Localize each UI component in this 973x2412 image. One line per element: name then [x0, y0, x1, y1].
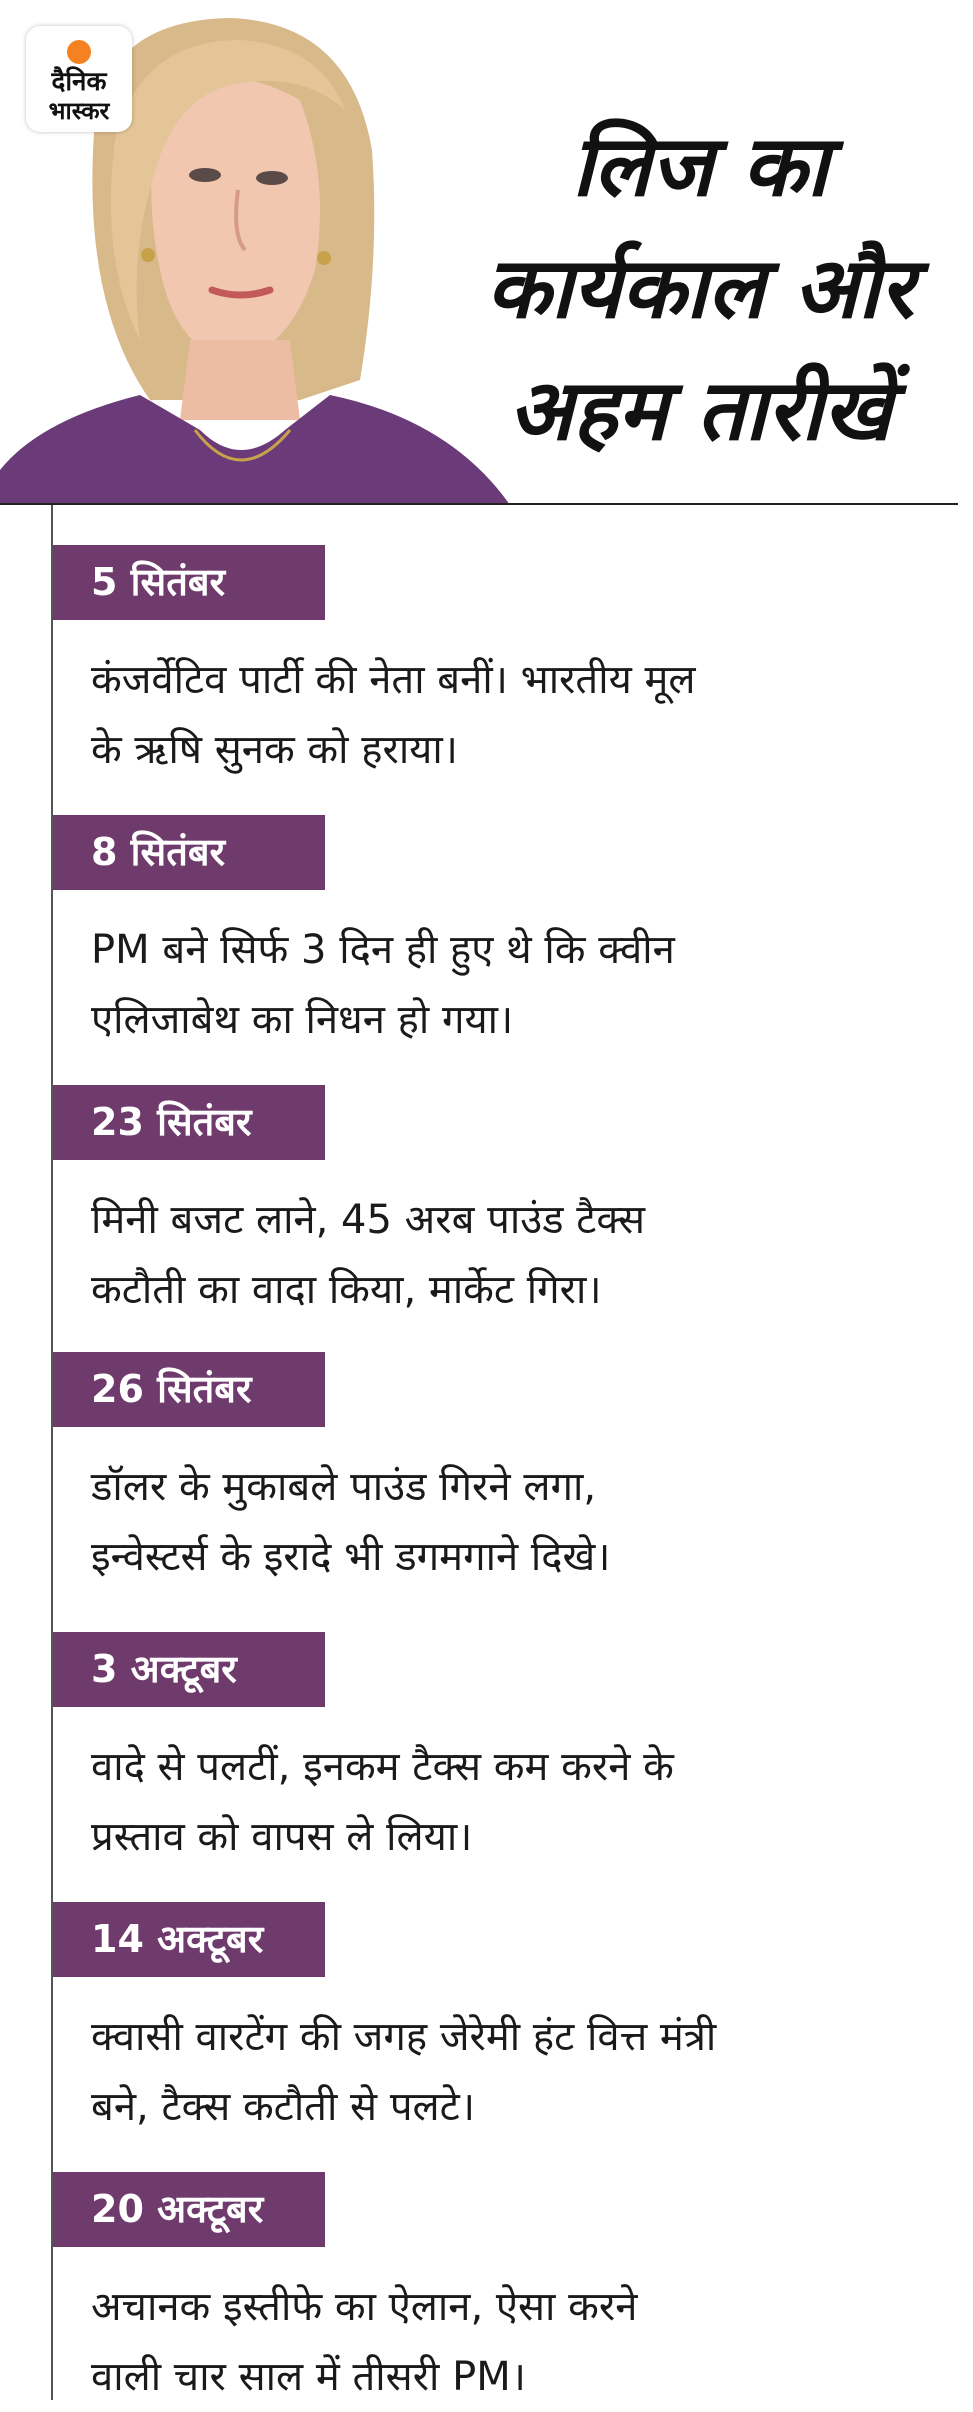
entry-date: 14 अक्टूबर [53, 1902, 325, 1977]
page-title [430, 105, 970, 471]
entry-date: 23 सितंबर [53, 1085, 325, 1160]
entry-line: वाली चार साल में तीसरी PM। [91, 2354, 526, 2400]
header-divider [0, 503, 958, 505]
header [0, 0, 973, 505]
entry-description [91, 915, 941, 1055]
entry-line: PM बने सिर्फ 3 दिन ही हुए थे कि क्वीन [91, 927, 675, 973]
entry-date: 3 अक्टूबर [53, 1632, 325, 1707]
dainik-bhaskar-logo [26, 26, 132, 132]
logo-text-line1: दैनिक [51, 67, 107, 97]
logo-text-line2: भास्कर [48, 97, 110, 125]
entry-description [91, 1732, 941, 1872]
entry-description [91, 2272, 941, 2412]
logo-sun-icon [67, 40, 91, 64]
entry-description [91, 1452, 941, 1592]
entry-line: बने, टैक्स कटौती से पलटे। [91, 2084, 475, 2130]
entry-line: के ऋषि सुनक को हराया। [91, 727, 458, 773]
entry-line: इन्वेस्टर्स के इरादे भी डगमगाने दिखे। [91, 1534, 611, 1580]
entry-date: 8 सितंबर [53, 815, 325, 890]
entry-date: 26 सितंबर [53, 1352, 325, 1427]
entry-description [91, 2002, 941, 2142]
entry-description [91, 645, 941, 785]
entry-date: 20 अक्टूबर [53, 2172, 325, 2247]
entry-line: क्वासी वारटेंग की जगह जेरेमी हंट वित्त मंत्री [91, 2014, 717, 2060]
entry-line: वादे से पलटीं, इनकम टैक्स कम करने के [91, 1744, 674, 1790]
title-line-3: अहम तारीखें [508, 361, 892, 459]
entry-line: कंजर्वेटिव पार्टी की नेता बनीं। भारतीय मूल [91, 657, 696, 703]
entry-date: 5 सितंबर [53, 545, 325, 620]
timeline-line [51, 505, 53, 2400]
entry-line: अचानक इस्तीफे का ऐलान, ऐसा करने [91, 2284, 638, 2330]
title-line-2: कार्यकाल और [486, 239, 914, 337]
title-line-1: लिज का [571, 117, 829, 215]
entry-line: कटौती का वादा किया, मार्केट गिरा। [91, 1267, 602, 1313]
entry-line: मिनी बजट लाने, 45 अरब पाउंड टैक्स [91, 1197, 646, 1243]
entry-line: एलिजाबेथ का निधन हो गया। [91, 997, 514, 1043]
entry-description [91, 1185, 941, 1325]
entry-line: डॉलर के मुकाबले पाउंड गिरने लगा, [91, 1464, 597, 1510]
entry-line: प्रस्ताव को वापस ले लिया। [91, 1814, 473, 1860]
